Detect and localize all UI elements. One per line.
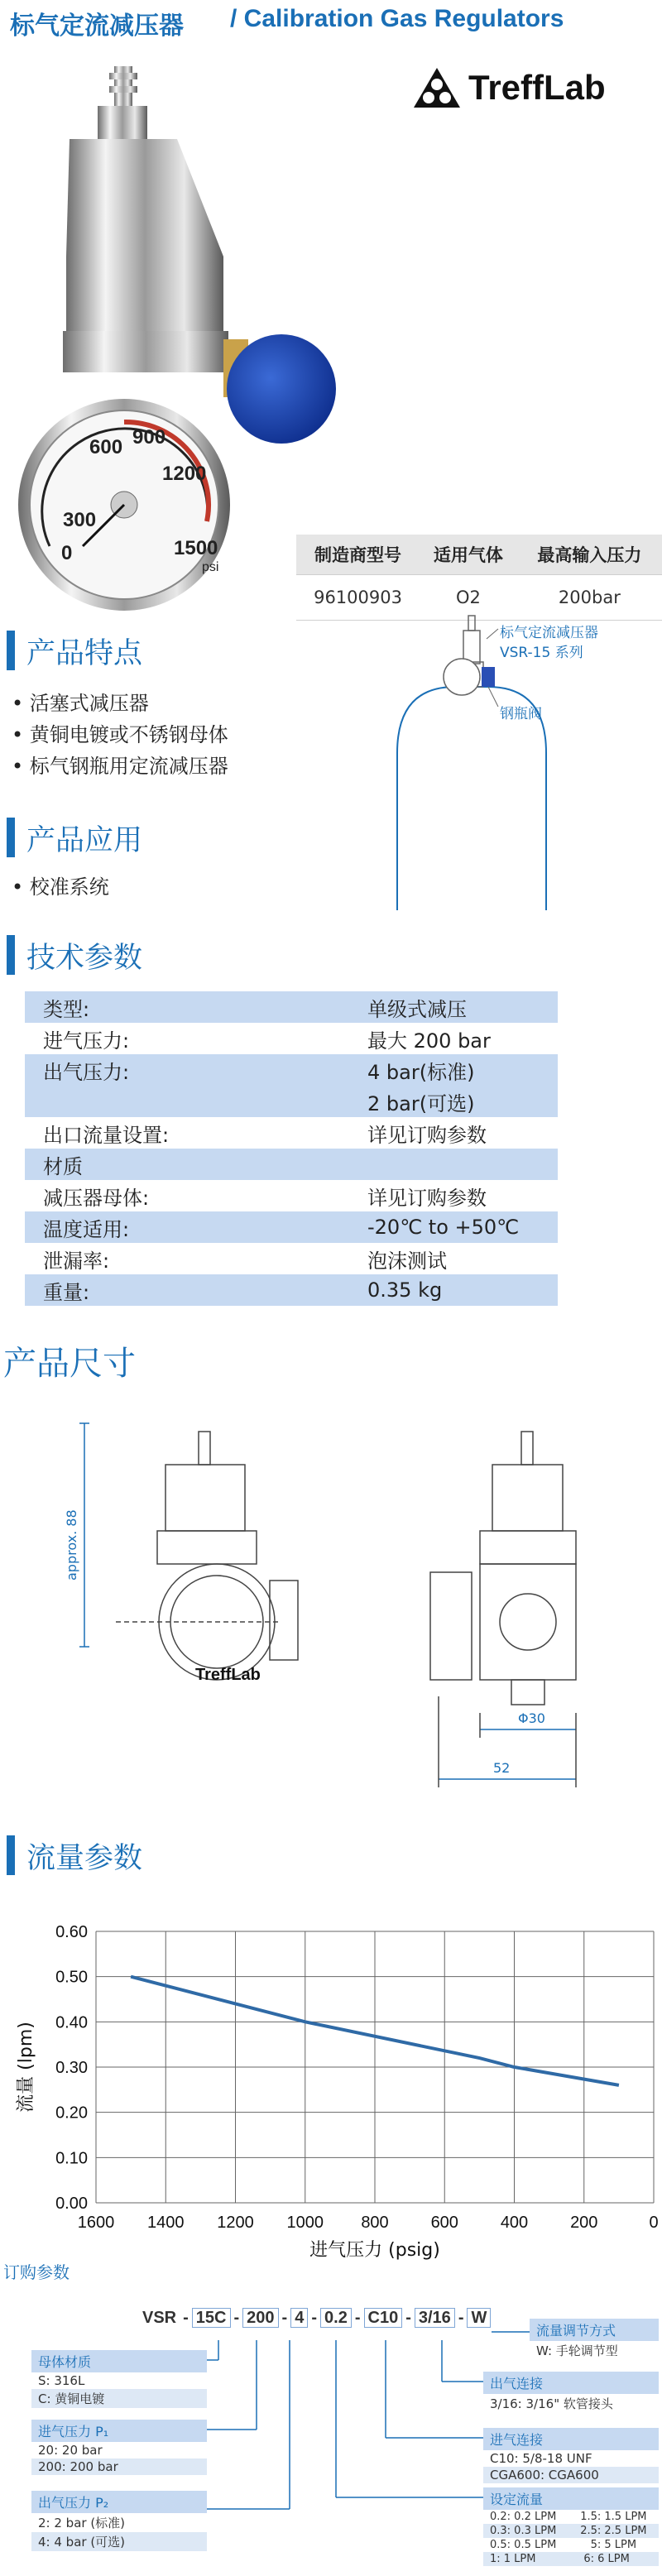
order-box-head: 出气压力 P₂ (31, 2491, 207, 2513)
order-code-separator: - (311, 2309, 318, 2327)
order-code-separator: - (354, 2309, 361, 2327)
dimension-width-label: 52 (493, 1760, 511, 1776)
order-box-line: 0.5: 0.5 LPM 5: 5 LPM (490, 2539, 637, 2551)
spec-label: 出口流量设置: (43, 1123, 170, 1147)
model-header-max-pressure: 最高输入压力 (517, 535, 662, 575)
table-row (25, 1149, 558, 1180)
model-gas: O2 (420, 575, 517, 621)
spec-value: 单级式减压 (349, 991, 558, 1023)
spec-label: 类型: (25, 991, 349, 1023)
order-code-separator: - (458, 2309, 464, 2327)
spec-value: -20℃ to +50℃ (349, 1211, 558, 1243)
chart-y-tick-label: 0.40 (55, 2013, 88, 2032)
model-max-pressure: 200bar (517, 575, 662, 621)
model-part-no: 96100903 (296, 575, 420, 621)
gauge-tick-300: 300 (63, 509, 97, 531)
order-code-segment: 15C (192, 2308, 231, 2328)
chart-y-tick-label: 0.30 (55, 2059, 88, 2077)
brand-name: TreffLab (468, 68, 606, 107)
order-code-segment: VSR (142, 2309, 177, 2327)
spec-value: 详见订购参数 (367, 1123, 487, 1147)
page-title-cn: 标气定流减压器 (10, 12, 184, 41)
chart-y-tick-label: 0.10 (55, 2149, 88, 2168)
section-bar (7, 631, 15, 670)
order-code-segment: 0.2 (320, 2308, 352, 2328)
order-box-head: 流量调节方式 (530, 2319, 659, 2341)
table-row (25, 1054, 558, 1086)
spec-value: 2 bar(可选) (349, 1086, 558, 1117)
chart-x-tick-label: 1000 (286, 2214, 324, 2232)
spec-label: 材质 (25, 1149, 349, 1180)
spec-label: 出气压力: (25, 1054, 349, 1086)
order-code-separator: - (183, 2309, 189, 2327)
chart-y-axis-title: 流量 (lpm) (16, 2022, 36, 2113)
section-bar (7, 1835, 15, 1875)
gauge-tick-1500: 1500 (174, 537, 218, 559)
chart-x-tick-label: 1200 (217, 2214, 254, 2232)
spec-value (349, 1149, 558, 1180)
section-bar (7, 818, 15, 857)
section-title-flow: 流量参数 (26, 1842, 143, 1875)
order-box-outlet-connection (483, 2372, 659, 2413)
brand-logo-icon (412, 66, 462, 111)
diagram-label-regulator: 标气定流减压器 (500, 625, 598, 641)
model-table (296, 535, 662, 621)
order-box-outlet-pressure (31, 2491, 207, 2551)
order-code-separator: - (281, 2309, 288, 2327)
order-box-adjust-mode (530, 2319, 659, 2360)
order-box-flow-setting (483, 2487, 659, 2566)
chart-x-tick-label: 400 (500, 2214, 529, 2232)
order-box-line: W: 手轮调节型 (536, 2343, 618, 2358)
feature-item: • 黄铜电镀或不锈钢母体 (12, 718, 228, 747)
dimension-drawing (33, 1407, 629, 1820)
diagram-label-valve: 钢瓶阀 (500, 706, 542, 722)
spec-value: 0.35 kg (349, 1274, 558, 1306)
spec-value: 详见订购参数 (367, 1186, 487, 1210)
gauge-tick-0: 0 (61, 542, 73, 564)
table-row (25, 1180, 558, 1211)
order-code-separator: - (233, 2309, 240, 2327)
spec-value: 最大 200 bar (367, 1029, 491, 1053)
order-box-line: 0.2: 0.2 LPM 1.5: 1.5 LPM (490, 2511, 647, 2523)
gauge-tick-900: 900 (132, 426, 166, 449)
order-box-head: 进气压力 P₁ (31, 2420, 207, 2442)
section-title-specs: 技术参数 (26, 942, 143, 975)
order-box-line: CGA600: CGA600 (483, 2467, 659, 2483)
dimension-diameter-label: Φ30 (518, 1710, 545, 1726)
order-code-segment: 200 (242, 2308, 278, 2328)
flow-chart (0, 1895, 662, 2261)
order-code-segment: 4 (290, 2308, 308, 2328)
order-code-separator: - (405, 2309, 411, 2327)
ordering-title: 订购参数 (3, 2262, 70, 2282)
chart-x-tick-label: 0 (649, 2214, 659, 2232)
model-header-gas: 适用气体 (420, 535, 517, 575)
order-box-head: 设定流量 (483, 2487, 659, 2510)
order-box-line: 0.3: 0.3 LPM 2.5: 2.5 LPM (483, 2524, 659, 2538)
chart-x-tick-label: 1600 (77, 2214, 115, 2232)
section-bar (7, 935, 15, 975)
order-box-line: 20: 20 bar (38, 2443, 103, 2458)
chart-x-tick-label: 200 (570, 2214, 598, 2232)
page-title-en: / Calibration Gas Regulators (230, 5, 564, 32)
order-box-line: C10: 5/8-18 UNF (490, 2451, 592, 2466)
table-row (25, 1086, 558, 1117)
chart-y-tick-label: 0.20 (55, 2103, 88, 2123)
order-code-segment: 3/16 (415, 2308, 455, 2328)
drawing-logo-text: TreffLab (195, 1666, 261, 1684)
table-row (25, 1274, 558, 1306)
section-title-features: 产品特点 (26, 637, 143, 670)
order-box-body-material (31, 2350, 207, 2408)
order-box-line: 1: 1 LPM 6: 6 LPM (483, 2552, 659, 2566)
feature-item: • 标气钢瓶用定流减压器 (12, 750, 228, 779)
order-box-head: 母体材质 (31, 2350, 207, 2372)
order-box-head: 进气连接 (483, 2428, 659, 2450)
table-row (25, 1117, 558, 1149)
order-box-inlet-connection (483, 2428, 659, 2483)
application-item: • 校准系统 (12, 871, 109, 899)
spec-value: 泡沫测试 (367, 1249, 447, 1273)
gauge-tick-600: 600 (89, 436, 123, 458)
chart-y-tick-label: 0.50 (55, 1968, 88, 1987)
spec-value: 4 bar(标准) (349, 1054, 558, 1086)
chart-y-tick-label: 0.00 (55, 2195, 88, 2213)
spec-label: 减压器母体: (43, 1186, 150, 1210)
order-box-line: C: 黄铜电镀 (31, 2389, 207, 2408)
order-box-inlet-pressure (31, 2420, 207, 2475)
section-title-dimensions: 产品尺寸 (3, 1345, 136, 1383)
order-box-line: S: 316L (38, 2373, 85, 2388)
product-photo (0, 58, 273, 574)
spec-label: 进气压力: (43, 1029, 130, 1053)
gauge-tick-1200: 1200 (162, 463, 207, 485)
feature-item: • 活塞式减压器 (12, 687, 149, 716)
chart-x-tick-label: 1400 (147, 2214, 185, 2232)
dimension-height-label: approx. 88 (64, 1509, 79, 1581)
model-header-part-no: 制造商型号 (296, 535, 420, 575)
order-box-line: 2: 2 bar (标准) (38, 2516, 126, 2530)
table-row (25, 1023, 558, 1054)
gauge-unit: psi (202, 560, 219, 574)
spec-label: 泄漏率: (43, 1249, 110, 1273)
chart-y-tick-label: 0.60 (55, 1923, 88, 1941)
spec-label (25, 1086, 349, 1117)
order-box-line: 200: 200 bar (31, 2458, 207, 2475)
spec-label: 重量: (25, 1274, 349, 1306)
diagram-label-series: VSR-15 系列 (500, 645, 583, 661)
table-row (25, 991, 558, 1023)
chart-x-axis-title: 进气压力 (psig) (309, 2240, 440, 2261)
spec-table (25, 991, 558, 1306)
table-row (25, 1243, 558, 1274)
chart-x-tick-label: 600 (430, 2214, 458, 2232)
spec-label: 温度适用: (25, 1211, 349, 1243)
table-row (25, 1211, 558, 1243)
order-box-line: 3/16: 3/16" 软管接头 (490, 2396, 613, 2411)
order-box-head: 出气连接 (483, 2372, 659, 2394)
order-code-segment: C10 (364, 2308, 403, 2328)
order-box-line: 4: 4 bar (可选) (31, 2532, 207, 2551)
chart-x-tick-label: 800 (361, 2214, 389, 2232)
section-title-applications: 产品应用 (26, 824, 143, 857)
order-code-segment: W (467, 2308, 491, 2328)
